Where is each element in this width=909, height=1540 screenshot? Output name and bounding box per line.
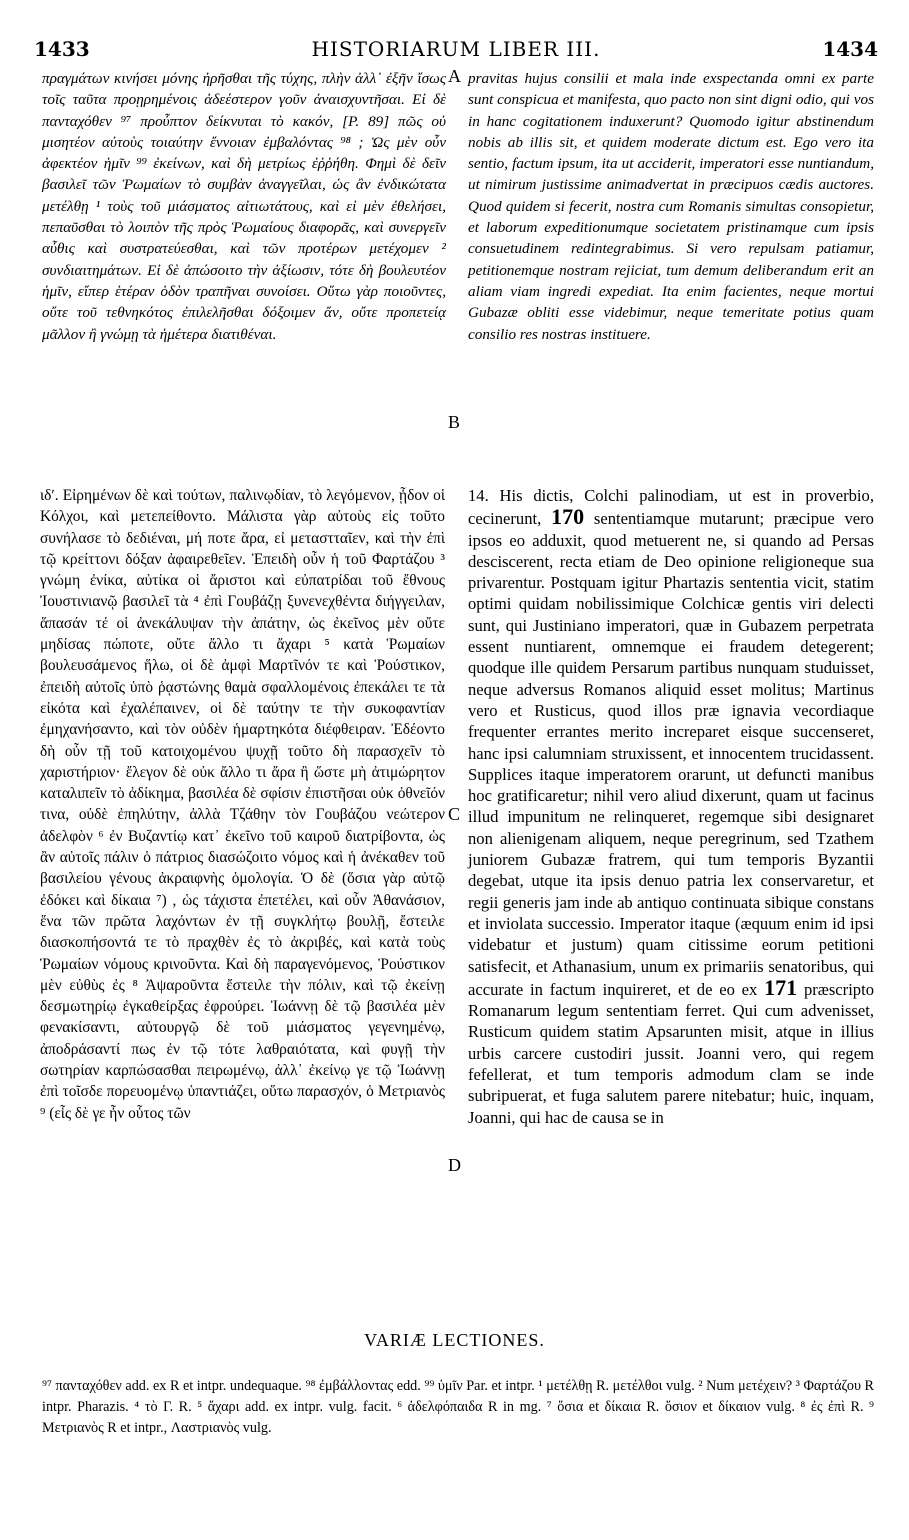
latin-text-part-3: præscripto Romanarum legum sententiam ferret. Qui cum advenisset, Rusticum quidem statim Apsarunten misit, atque in illius urbis carcere custodiri jussit. Joanni vero, qui regem fefellerat, et tum temporis admodum clam se inde subripuerat, et fuga salutem parere nitebatur; huic, inquam, Joanni, qui hac de causa se in: [468, 979, 875, 1127]
section-marker-c: C: [448, 804, 461, 824]
greek-column-main: [40, 485, 445, 1124]
latin-text-part-1: 14. His dictis, Colchi palinodiam, ut est in proverbio, cecinerunt,: [468, 486, 874, 529]
greek-paragraph-top: πραγμάτων κινήσει μόνης ἠρῆσθαι τῆς τύχης, πλὴν ἀλλ᾽ ἐξῆν ἴσως τοῖς ταῦτα προῃρημένοις ἀδεέστερον γοῦν ἀναισχυντῆσαι. Εἰ δὲ πανταχόθεν ⁹⁷ προὖπτον δείκνυται τὸ κακόν, [P. 89] πῶς οὐ μισητέον αὐτοὺς τοιαύτην ἔννοιαν ἐμβαλόντας ⁹⁸ ; Ὡς μὲν οὖν ἀφεκτέον ἡμῖν ⁹⁹ ἐκείνων, καὶ δὴ μετρίως ἐῤῥήθη. Φημὶ δὲ δεῖν βασιλεῖ τῶν Ῥωμαίων τὸ συμβὰν ἀναγγεῖλαι, ὡς ἂν ἐνδικώτατα μετέλθῃ ¹ τοὺς τοῦ μιάσματος αἰτιωτάτους, καὶ εἰ μὲν ἐθελήσει, πεπαῦσθαι τὸ λοιπὸν τῆς πρὸς Ῥωμαίους διαφορᾶς, καὶ συνεργεῖν αὖθις καὶ συστρατεύεσθαι, καὶ τῶν προτέρων μετέχομεν ² συνδιαιτημάτων. Εἰ δὲ ἀπώσοιτο τὴν ἀξίωσιν, τότε δὴ βουλευτέον ἡμῖν, εἴπερ ἑτέραν ὁδὸν τραπῆναι συνοίσει. Οὕτω γὰρ ποιοῦντες, οὔτε τοῦ τεθνηκότος ἐπιλελῆσθαι δόξοιμεν ἄν, οὔτε προπετείᾳ μᾶλλον ἢ γνώμῃ τὰ ἡμέτερα διατιθέναι.: [42, 70, 446, 343]
running-header: [34, 36, 878, 62]
section-marker-d: D: [448, 1155, 461, 1175]
section-marker-a: A: [448, 66, 461, 86]
running-title: HISTORIARUM LIBER III.: [311, 37, 601, 61]
edition-page-number-170: 170: [551, 504, 585, 530]
page-number-left: 1433: [34, 37, 90, 61]
latin-column-main: [468, 485, 874, 1128]
edition-page-number-171: 171: [764, 974, 798, 1000]
latin-paragraph-14: [468, 485, 874, 1128]
greek-column-top: [42, 68, 446, 345]
greek-paragraph-14: ιδʹ. Εἰρημένων δὲ καὶ τούτων, παλινῳδίαν, τὸ λεγόμενον, ᾖδον οἱ Κόλχοι, καὶ μετεπείθοντο. Μάλιστα γὰρ αὐτοὺς εἰς τοῦτο συνήλασε τὸ δεδιέναι, μή ποτε ἄρα, εἰ μεταστταῖεν, καὶ τὴν ἐπὶ τῷ κρείττονι δόξαν ἀφαιρεθεῖεν. Ἐπειδὴ οὖν ἡ τοῦ Φαρτάζου ³ γνώμη ἐνίκα, αὐτίκα οἱ ἄριστοι καὶ εὐπατρίδαι τοῦ ἔθνους Ἰουστινιανῷ βασιλεῖ τὰ ⁴ ἐπὶ Γουβάζῃ ξυνενεχθέντα διήγγειλαν, ἅπασάν τέ οἱ ἀνεκάλυψαν τὴν ἀπάτην, ὡς ἐκεῖνος μὲν οὔτε μηδίσας πώποτε, οὔτε ἄλλο τι ἄχαρι ⁵ κατὰ Ῥωμαίων βουλευσάμενος ἥλω, οἱ δὲ ἀμφὶ Μαρτῖνόν τε καὶ Ῥούστικον, ἐπειδὴ αὐτοῖς ὑπὸ ῥᾳστώνης θαμὰ σφαλλομένοις ἐπεκάλει τε τὰ εἰκότα καὶ ἐχαλέπαινεν, οἱ δὲ ταύτην τε τὴν συκοφαντίαν ἐμηχανήσαντο, καὶ τὸν οὐδὲν ἡμαρτηκότα διέφθειραν. Ἐδέοντο δὴ οὖν τῇ τοῦ κατοιχομένου ψυχῇ τοῦτο δὴ παρασχεῖν τὸ χαριστήριον· ἔλεγον δὲ οὐκ ἄλλο τι ἄρα ἢ ὥστε μὴ ἀτιμώρητον καταλιπεῖν τὸ ἀδίκημα, βασιλέα δὲ σφίσιν ἐπιστῆσαι οὐκ ὀθνεῖόν τινα, οὐδὲ ἐπηλύτην, ἀλλὰ Τζάθην τὸν Γουβάζου νεώτερον ἀδελφὸν ⁶ ἐν Βυζαντίῳ κατ᾽ ἐκεῖνο τοῦ καιροῦ διατρίβοντα, ὡς ἂν αὐτοῖς πάλιν ὁ πάτριος διασώζοιτο νόμος καὶ ἡ ἀνέκαθεν τοῦ βασιλείου γένους ἀκραιφνὴς ὁμολογία. Ὁ δὲ (ὅσια γὰρ αὐτῷ ἐδόκει καὶ δίκαια ⁷) , ὡς τάχιστα ἐπετέλει, καὶ οὖν Ἀθανάσιον, ἕνα τῶν πρῶτα λαχόντων ἐν τῇ συγκλήτῳ βουλῇ, ἔστειλε διασκοπήσοντά τε τὸ πραχθὲν ἐς τὸ ἀκριβές, καὶ κατὰ τοὺς Ῥωμαίων νόμους κρινοῦντα. Καὶ δὴ παραγενόμενος, Ῥούστικον μὲν εὐθὺς ἐς ⁸ Ἀψαροῦντα ἔστειλε τὴν πόλιν, καὶ τῷ ἐκείνῃ δεσμωτηρίῳ ἐγκαθείρξας ἐφρούρει. Ἰωάννῃ δὲ τῷ βασιλέα μὲν φενακίσαντι, αὐτουργῷ δὲ τοῦ μιάσματος γεγενημένῳ, ἀποδράσαντί πως ἐν τῷ τότε λαθραιότατα, καὶ φυγῇ τὴν σωτηρίαν καρπώσασθαι πειρωμένῳ, ἀλλ᾽ ἐκείνῳ γε τῷ Ἰωάννῃ ἐπὶ τοῖσδε πορευομένῳ ὑπαντιάζει, οὕτω παρασχόν, ὁ Μετριανὸς ⁹ (εἷς δὲ γε ἦν οὗτος τῶν: [40, 487, 445, 1122]
page-number-right: 1434: [822, 37, 878, 61]
apparatus-notes: ⁹⁷ πανταχόθεν add. ex R et intpr. undequaque. ⁹⁸ ἐμβάλλοντας edd. ⁹⁹ ὑμῖν Par. et intpr. ¹ μετέλθῃ R. μετέλθοι vulg. ² Num μετέχειν? ³ Φαρτάζου R intpr. Pharazis. ⁴ τὸ Γ. R. ⁵ ἄχαρι add. ex intpr. vulg. facit. ⁶ ἀδελφόπαιδα R in mg. ⁷ ὅσια et δίκαια R. ὅσιον et δίκαιον vulg. ⁸ ἐς ἐπὶ R. ⁹ Μετριανὸς R et intpr., Λαστριανὸς vulg.: [42, 1378, 874, 1436]
latin-column-top: [468, 68, 874, 345]
section-marker-b: B: [448, 412, 461, 432]
variae-lectiones-heading: VARIÆ LECTIONES.: [364, 1330, 545, 1350]
latin-text-part-2: sententiamque mutarunt; præcipue vero ipsos eo adduxit, quod metuerent ne, si quando ad Persas desciscerent, recta etiam de Deo opinione religioneque sua privarentur. Postquam igitur Phartazis sententia vicit, statim optimi quidam nobilissimique Colchicæ gentis viri delecti sunt, qui Justiniano imperatori, quæ in Gubazem perpetrata essent nuntiarent, omnemque ei fraudem detegerent; quodque ille quidem Persarum partibus nunquam studuisset, neque adversus Romanos aliquid esset molitus; Martinus vero et Rusticus, quod illos præ ignavia vecordiaque frequenter errantes merito increparet eisque succenseret, hanc ipsi calumniam struxissent, et innocentem trucidassent. Supplices itaque imperatorem orarunt, ut defuncti manibus hoc gratificaretur; nihil vero aliud dixerunt, quam ut facinus illud impunitum ne relinqueret, regemque sibi designaret non alienigenam aliquem, neque peregrinum, sed Tzathem juniorem Gubazæ fratrem, qui tum temporis Byzantii degebat, utque ita ipsis denuo patria lex conservaretur, et regii generis jam inde ab antiquo continuata sibique constans et inviolata successio. Imperator itaque (æquum enim id ipsi videbatur et justum) quam citissime eorum petitioni satisfecit, et Athanasium, unum ex primariis senatoribus, qui accurate in factum inquireret, et de eo ex: [468, 509, 874, 999]
latin-paragraph-top: pravitas hujus consilii et mala inde exspectanda omni ex parte sunt conspicua et manifesta, quo pacto non sint digni odio, qui vos in hanc cogitationem induxerunt? Quomodo igitur abstinendum nobis ab illis sit, et quidem moderate dictum est. Ego vero ita sentio, factum ipsum, ita ut acciderit, imperatori esse nuntiandum, ut nimirum justissime animadvertat in præcipuos cædis auctores. Quod quidem si fecerit, nostra cum Romanis simultas consopietur, et laborum expeditionumque societatem pristinamque cum ipsis consuetudinem redintegrabimus. Si vero repulsam patiamur, petitionemque nostram rejiciat, tum demum deliberandum erit an aliam viam ingredi expediat. Ita enim facientes, neque mortui Gubazæ obliti esse videbimur, neque temeritate potius quam consilio res nostras instituere.: [468, 70, 874, 343]
